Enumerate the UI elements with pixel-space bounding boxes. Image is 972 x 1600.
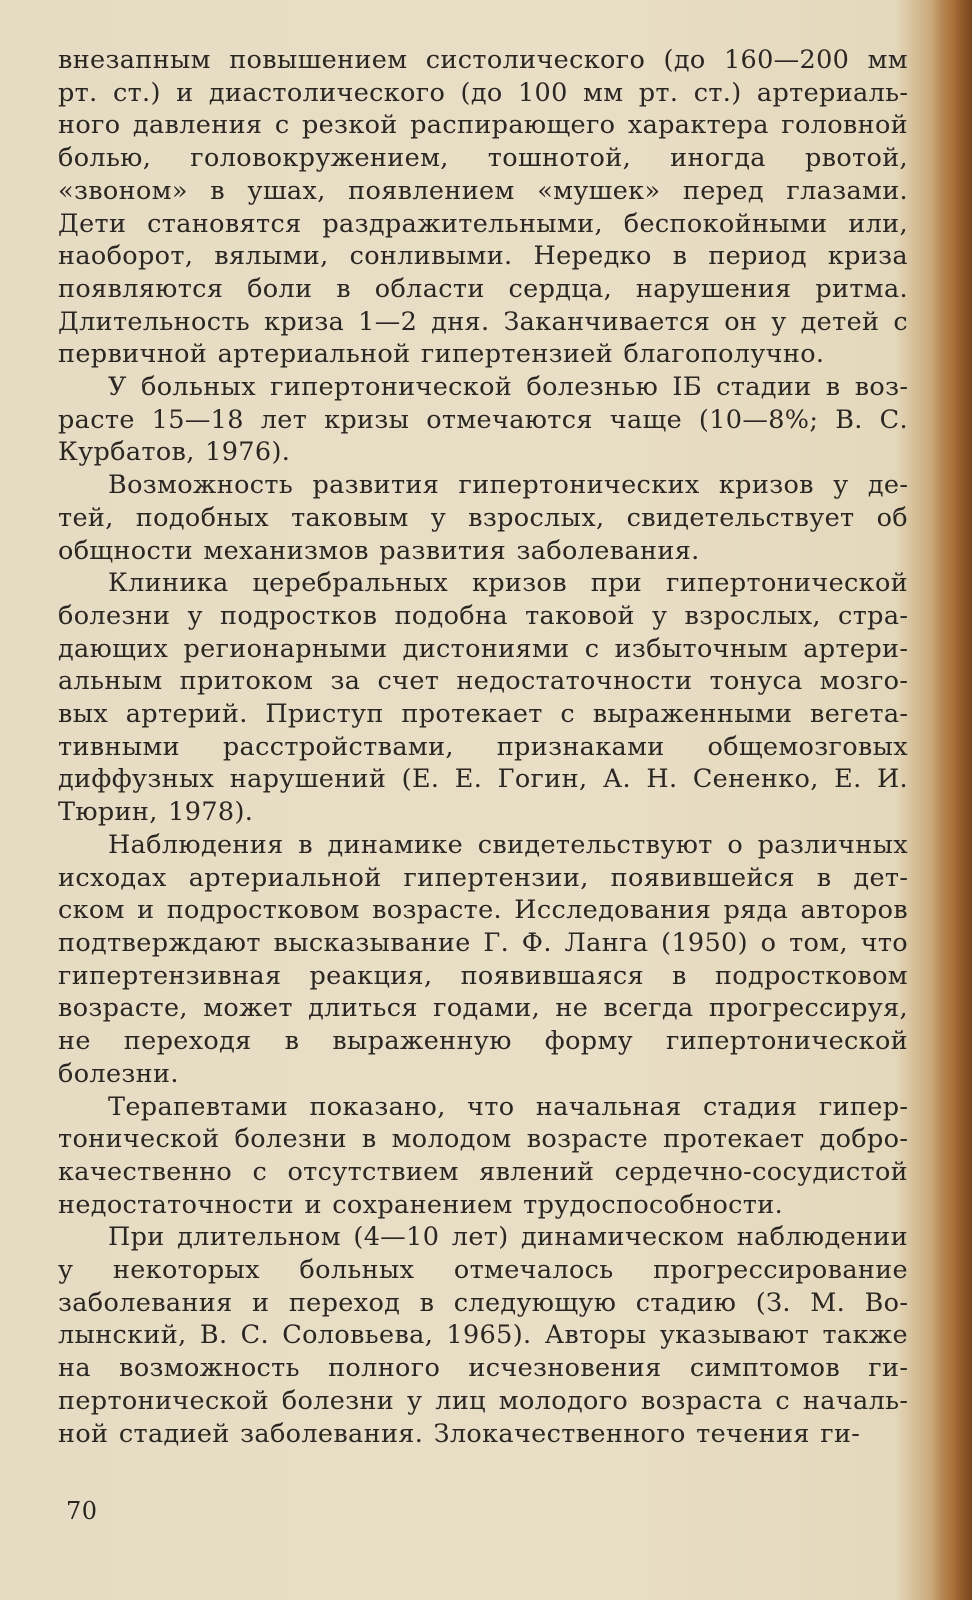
paragraph: Клиника церебральных кризов при гипертонической болезни у подростков подобна таковой у взрослых, страдающих регионарными дистониями с избыточным артериальным притоком за счет недостаточности тонуса мозговых артерий. Приступ протекает с выраженными вегетативными расстройствами, признаками общемозговых диффузных нарушений (Е. Е. Гогин, А. Н. Сененко, Е. И. Тюрин, 1978). xyxy=(58,568,908,828)
page-spine-shadow xyxy=(930,0,972,1600)
page-number: 70 xyxy=(66,1497,98,1525)
paragraph: При длительном (4—10 лет) динамическом наблюдении у некоторых больных отмечалось прогрессирование заболевания и переход в следующую стадию (З. М. Волынский, В. С. Соловьева, 1965). Авторы указывают также на возможность полного исчезновения симптомов гипертонической болезни у лиц молодого возраста с начальной стадией заболевания. Злокачественного течения ги- xyxy=(58,1222,908,1449)
body-text xyxy=(58,44,908,1450)
paragraph: Возможность развития гипертонических кризов у детей, подобных таковым у взрослых, свидетельствует об общности механизмов развития заболевания. xyxy=(58,470,908,566)
paragraph: Терапевтами показано, что начальная стадия гипертонической болезни в молодом возрасте протекает доброкачественно с отсутствием явлений сердечно-сосудистой недостаточности и сохранением трудоспособности. xyxy=(58,1091,908,1220)
paragraph: Наблюдения в динамике свидетельствуют о различных исходах артериальной гипертензии, появившейся в детском и подростковом возрасте. Исследования ряда авторов подтверждают высказывание Г. Ф. Ланга (1950) о том, что гипертензивная реакция, появившаяся в подростковом возрасте, может длиться годами, не всегда прогрессируя, не переходя в выраженную форму гипертонической болезни. xyxy=(58,829,908,1089)
paragraph: У больных гипертонической болезнью IБ стадии в возрасте 15—18 лет кризы отмечаются чаще (10—8%; В. С. Курбатов, 1976). xyxy=(58,372,908,468)
paragraph-continuation: внезапным повышением систолического (до 160—200 мм рт. ст.) и диастолического (до 100 мм рт. ст.) артериального давления с резкой распирающего характера головной болью, головокружением, тошнотой, иногда рвотой, «звоном» в ушах, появлением «мушек» перед глазами. Дети становятся раздражительными, беспокойными или, наоборот, вялыми, сонливыми. Нередко в период криза появляются боли в области сердца, нарушения ритма. Длительность криза 1—2 дня. Заканчивается он у детей с первичной артериальной гипертензией благополучно. xyxy=(58,45,908,370)
